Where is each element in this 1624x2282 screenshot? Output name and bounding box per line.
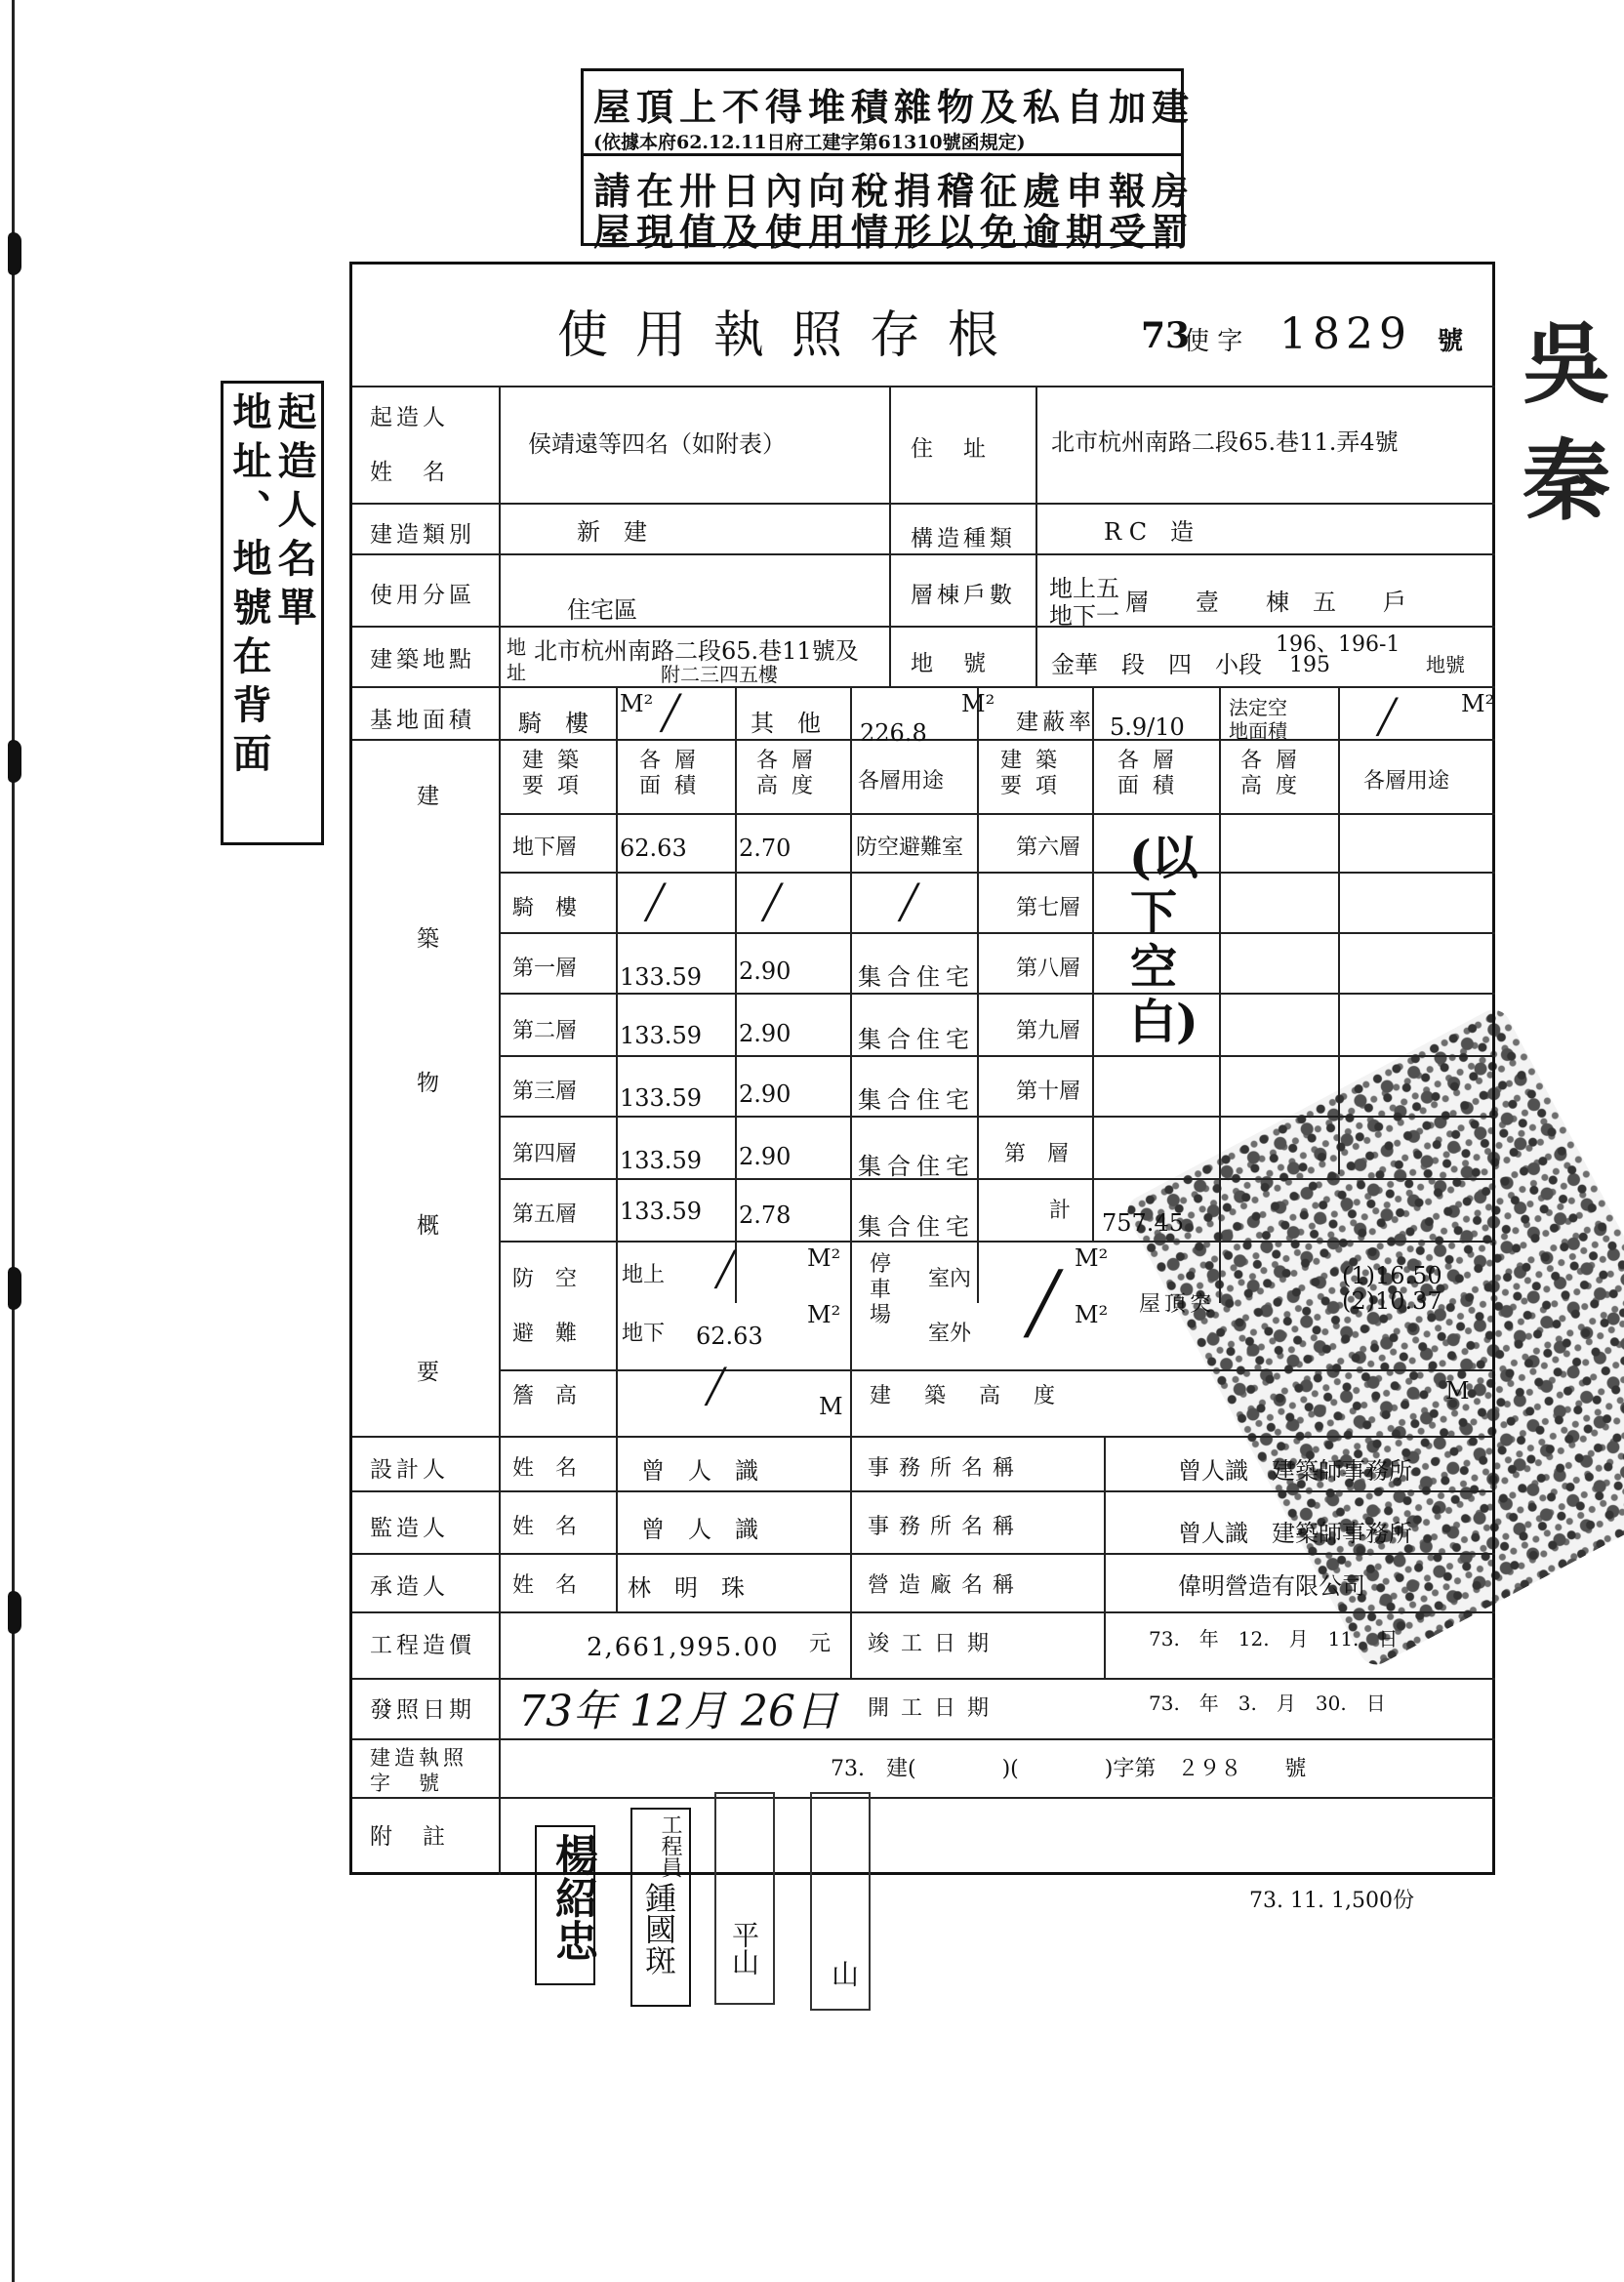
license-char: 使 字 (1184, 327, 1243, 356)
floor-area: 62.63 (620, 835, 687, 862)
issue-date: 73年 12月 26日 (518, 1687, 838, 1736)
permit-label-2: 字 號 (370, 1772, 443, 1795)
other-area: 226.8 (860, 719, 927, 747)
person-name-label: 姓 名 (512, 1573, 578, 1598)
col-item-right: 建築要項 (999, 749, 1071, 798)
site-label: 建築地點 (370, 647, 475, 672)
shelter-below-area: 62.63 (696, 1323, 763, 1350)
floor-use: 集合住宅 (858, 1213, 975, 1241)
floor-use: 集合住宅 (858, 963, 975, 991)
scan-mark (8, 232, 21, 275)
shelter-above-label: 地上 (622, 1263, 666, 1287)
seal-stamp-3 (714, 1792, 775, 2005)
floor-name: 第五層 (512, 1202, 578, 1227)
unit-m2: M² (1075, 1301, 1109, 1328)
slash-mark: ╱ (706, 1367, 726, 1406)
seal-stamp-2 (630, 1808, 691, 2007)
structure-label: 構造種類 (911, 526, 1016, 551)
floor-name-right: 第六層 (1016, 835, 1081, 860)
other-label: 其 他 (751, 710, 821, 737)
side-stamp (221, 381, 324, 845)
roof-label: 屋頂突 (1139, 1292, 1216, 1317)
bld-side-1: 建 (417, 784, 443, 809)
start-label: 開工日期 (868, 1696, 1001, 1721)
floor-name: 第二層 (512, 1019, 578, 1043)
lot-section: 金華 段 四 小段 (1051, 651, 1262, 678)
office-label: 事務所名稱 (868, 1515, 1025, 1539)
supervisor-name: 曾 人 識 (641, 1516, 758, 1543)
floor-name-right: 第八層 (1016, 957, 1081, 981)
col-area-right: 各層面積 (1116, 749, 1188, 798)
floor-use: 集合住宅 (858, 1153, 975, 1180)
scan-mark (8, 1267, 21, 1310)
edge-fragment: 秦 (1522, 429, 1610, 533)
floor-area: 133.59 (620, 1084, 702, 1112)
lot-suffix: 地號 (1426, 653, 1465, 676)
unit-m2: M² (620, 690, 654, 717)
supervisor-label: 監造人 (370, 1516, 449, 1541)
build-type-value: 新 建 (577, 518, 647, 546)
roof-value-2: (2)10.37 (1342, 1287, 1442, 1315)
cost-unit: 元 (809, 1632, 832, 1656)
designer-office: 曾人識 建築師事務所 (1178, 1457, 1412, 1485)
builder-label: 起造人 (370, 405, 449, 430)
scan-mark (8, 1591, 21, 1634)
name-label: 姓 名 (370, 460, 449, 485)
permit-label-1: 建造執照 (370, 1746, 467, 1770)
open-space-label-2: 地面積 (1229, 719, 1287, 743)
seal-stamp-3-text: 平山 (728, 1921, 760, 1976)
office-label: 事務所名稱 (868, 1456, 1025, 1481)
zone-value: 住宅區 (567, 596, 637, 624)
lot-numbers-2: 195 (1289, 653, 1330, 677)
unit-m: M (1445, 1377, 1470, 1405)
lot-numbers-1: 196、196-1 (1276, 632, 1401, 657)
shelter-below-label: 地下 (622, 1322, 666, 1346)
floor-height: 2.78 (739, 1202, 792, 1229)
site-sub-2: 址 (507, 661, 526, 684)
shelter-label-2: 避 難 (512, 1322, 578, 1346)
floor-height: 2.90 (739, 1143, 792, 1170)
form-title: 使用執照存根 (557, 306, 1027, 365)
floor-name-right: 第九層 (1016, 1019, 1081, 1043)
floor-name-right: 第 層 (1004, 1142, 1070, 1166)
floors-below: 地下一 (1049, 602, 1119, 630)
col-use-right: 各層用途 (1363, 769, 1450, 794)
floor-use: 防空避難室 (856, 835, 964, 860)
slash-mark: ╱ (661, 694, 681, 733)
total-label: 計 (1049, 1199, 1072, 1223)
designer-label: 設計人 (370, 1457, 449, 1483)
slash-mark: ╱ (1377, 698, 1398, 737)
floor-area: ╱ (645, 883, 666, 922)
slash-mark: ╱ (1026, 1270, 1062, 1338)
scan-mark (8, 740, 21, 783)
shelter-label-1: 防 空 (512, 1267, 578, 1291)
cost-label: 工程造價 (370, 1633, 475, 1658)
address-value: 北市杭州南路二段65.巷11.弄4號 (1051, 428, 1399, 456)
coverage-value: 5.9/10 (1110, 713, 1185, 741)
floor-use: ╱ (899, 883, 919, 922)
floor-area: 133.59 (620, 1198, 702, 1225)
notice-divider (584, 153, 1181, 156)
license-number: 1829 (1279, 309, 1412, 359)
permit-value: 73. 建( )( )字第 ２９８ 號 (831, 1757, 1307, 1781)
floor-name: 地下層 (512, 835, 578, 860)
notice-stamp (581, 68, 1196, 254)
floor-height: 2.90 (739, 958, 792, 985)
contractor-name: 林 明 珠 (628, 1574, 745, 1602)
address-label: 住 址 (911, 436, 990, 462)
floor-name-right: 第七層 (1016, 896, 1081, 920)
floor-height: ╱ (762, 883, 783, 922)
unit-m2: M² (1075, 1244, 1109, 1272)
floor-name: 第三層 (512, 1080, 578, 1104)
zone-label: 使用分區 (370, 583, 475, 608)
site-line-1: 北市杭州南路二段65.巷11號及 (534, 637, 859, 665)
col-use-left: 各層用途 (858, 769, 945, 794)
scan-edge (12, 0, 15, 2282)
floor-area: 133.59 (620, 1022, 702, 1049)
lot-label: 地 號 (911, 651, 990, 676)
floor-area: 133.59 (620, 1147, 702, 1174)
floor-height: 2.90 (739, 1080, 792, 1108)
side-stamp-col-1: 起造人名單 (271, 391, 317, 635)
build-type-label: 建造類別 (370, 522, 475, 548)
col-height-right: 各層高度 (1239, 749, 1311, 798)
floors-label: 層棟戶數 (911, 583, 1016, 608)
parking-out-label: 室外 (928, 1322, 972, 1346)
contractor-label: 承造人 (370, 1574, 449, 1600)
floor-use: 集合住宅 (858, 1086, 975, 1114)
notice-line-4: 屋現值及使用情形以免逾期受罰 (593, 210, 1196, 254)
floors-rest: 層 壹 棟 五 戶 (1125, 589, 1406, 616)
floor-name: 第四層 (512, 1142, 578, 1166)
bld-side-3: 物 (417, 1071, 443, 1096)
license-form (349, 262, 1495, 1875)
parking-in-label: 室內 (928, 1267, 972, 1291)
seal-stamp-4 (810, 1792, 871, 2011)
building-height-label: 建 築 高 度 (870, 1384, 1062, 1408)
completion-value: 73. 年 12. 月 11. 日 (1149, 1627, 1399, 1650)
license-suffix: 號 (1438, 327, 1464, 356)
floor-use: 集合住宅 (858, 1026, 975, 1053)
unit-m2: M² (961, 690, 995, 717)
issue-label: 發照日期 (370, 1697, 475, 1723)
unit-m: M (819, 1393, 843, 1420)
seal-stamp-4-text: 山 (828, 1960, 860, 1987)
floors-above: 地上五 (1049, 575, 1119, 602)
total-area: 757.45 (1102, 1209, 1184, 1237)
arcade-label: 騎 樓 (518, 710, 589, 737)
base-area-label: 基地面積 (370, 708, 475, 733)
floor-name: 騎 樓 (512, 896, 578, 920)
seal-stamp-2-name: 鍾國斑 (640, 1882, 677, 1976)
bld-side-5: 要 (417, 1360, 443, 1385)
edge-fragment: 吳 (1522, 312, 1610, 416)
site-line-2: 附二三四五樓 (661, 663, 778, 686)
unit-m2: M² (807, 1301, 841, 1328)
notice-line-2: (依據本府62.12.11日府工建字第61310號函規定) (593, 132, 1026, 153)
eave-label: 簷 高 (512, 1384, 578, 1408)
start-value: 73. 年 3. 月 30. 日 (1149, 1691, 1386, 1715)
print-note: 73. 11. 1,500份 (1249, 1889, 1414, 1913)
cost-value: 2,661,995.00 (587, 1633, 780, 1662)
blank-note: (以下空白) (1129, 831, 1198, 1049)
floor-name: 第一層 (512, 957, 578, 981)
parking-label: 停車場 (870, 1252, 892, 1327)
side-stamp-col-2: 地址、地號在背面 (226, 391, 272, 782)
license-year: 73 (1141, 315, 1191, 356)
company-label: 營造廠名稱 (868, 1573, 1025, 1598)
slash-mark: ╱ (715, 1250, 736, 1289)
person-name-label: 姓 名 (512, 1456, 578, 1481)
open-space-label-1: 法定空 (1229, 696, 1287, 719)
seal-stamp-1-text: 楊紹忠 (548, 1833, 597, 1962)
col-item-left: 建築要項 (521, 749, 592, 798)
coverage-label: 建蔽率 (1016, 710, 1095, 735)
supervisor-office: 曾人識 建築師事務所 (1178, 1520, 1412, 1547)
floor-area: 133.59 (620, 963, 702, 991)
col-area-left: 各層面積 (638, 749, 710, 798)
notice-line-1: 屋頂上不得堆積雜物及私自加建 (593, 85, 1196, 129)
designer-name: 曾 人 識 (641, 1457, 758, 1485)
structure-value: R C 造 (1104, 518, 1195, 546)
floor-name-right: 第十層 (1016, 1080, 1081, 1104)
bld-side-2: 築 (417, 926, 443, 952)
seal-stamp-1 (535, 1825, 595, 1985)
unit-m2: M² (1461, 690, 1495, 717)
seal-stamp-2-title: 工程員 (658, 1813, 682, 1878)
remarks-label: 附 註 (370, 1824, 449, 1850)
person-name-label: 姓 名 (512, 1515, 578, 1539)
floor-height: 2.70 (739, 835, 792, 862)
bld-side-4: 概 (417, 1213, 443, 1239)
roof-value-1: (1)16.50 (1342, 1262, 1442, 1289)
contractor-company: 偉明營造有限公司 (1178, 1572, 1365, 1600)
site-sub-1: 地 (507, 635, 526, 659)
completion-label: 竣工日期 (868, 1632, 1001, 1656)
col-height-left: 各層高度 (755, 749, 827, 798)
floor-height: 2.90 (739, 1020, 792, 1047)
unit-m2: M² (807, 1244, 841, 1272)
notice-line-3: 請在卅日內向稅捐稽征處申報房 (593, 169, 1196, 213)
builder-name: 侯靖遠等四名（如附表） (528, 430, 786, 458)
